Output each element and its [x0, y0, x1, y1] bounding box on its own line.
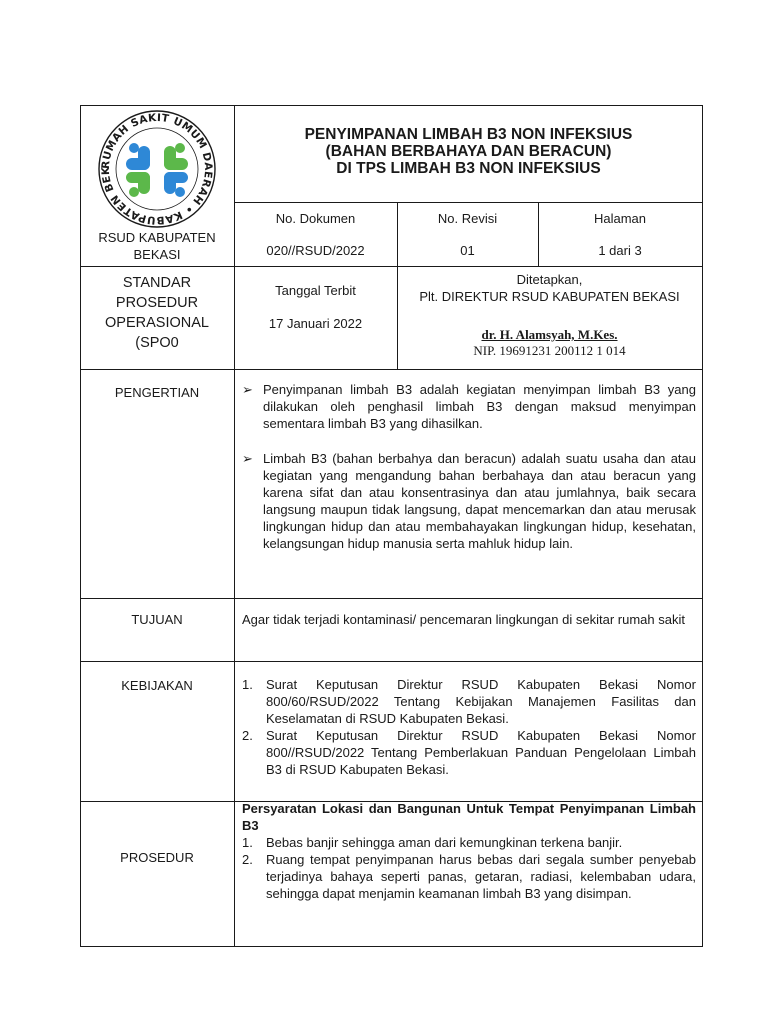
- list-item: [242, 381, 696, 432]
- arrow-bullet-icon: ➢: [242, 451, 253, 466]
- no-revisi-value: 01: [460, 243, 475, 258]
- grid-line: [80, 266, 703, 267]
- tanggal-terbit-value: 17 Januari 2022: [268, 316, 363, 331]
- grid-line: [80, 598, 703, 599]
- halaman-value: 1 dari 3: [598, 243, 642, 258]
- list-item: [242, 676, 696, 727]
- prosedur-item-2: Ruang tempat penyimpanan harus bebas dari segala sumber penyebab terjadinya bahaya seperti panas, getaran, radiasi, kelembaban udara, sehingga dapat menjamin keamanan limbah B3 yang disimpan.: [266, 852, 696, 901]
- pengertian-item-2: Limbah B3 (bahan berbahya dan beracun) adalah suatu usaha dan atau kegiatan yang mengandung bahan berbahaya dan atau beracun yang karena sifat dan atau konsentrasinya dan atau jumlahnya, baik secara langsung maupun tidak langsung, dapat mencemarkan dan atau merusak lingkungan hidup dan atau membahayakan lingkungan hidup, kesehatan, kelangsungan hidup manusia serta mahluk hidup lain.: [263, 451, 696, 551]
- grid-line: [80, 661, 703, 662]
- kebijakan-content: [242, 676, 696, 778]
- list-item: [242, 851, 696, 902]
- jabatan-direktur: Plt. DIREKTUR RSUD KABUPATEN BEKASI: [419, 289, 680, 304]
- svg-text:RUMAH SAKIT UMUM DAERAH • KABU: [93, 110, 214, 226]
- spo-line-2: PROSEDUR: [115, 295, 199, 311]
- ditetapkan-label: Ditetapkan,: [516, 272, 583, 287]
- org-line-1: RSUD KABUPATEN: [98, 230, 216, 245]
- grid-line: [234, 202, 703, 203]
- org-line-2: BEKASI: [133, 247, 181, 262]
- kebijakan-item-2: Surat Keputusan Direktur RSUD Kabupaten Bekasi Nomor 800//RSUD/2022 Tentang Pemberlakuan Panduan Pengelolaan Limbah B3 di RSUD Kabupaten Bekasi.: [266, 728, 696, 777]
- kebijakan-item-1: Surat Keputusan Direktur RSUD Kabupaten Bekasi Nomor 800/60/RSUD/2022 Tentang Kebijakan Manajemen Fasilitas dan Keselamatan di RSUD Kabupaten Bekasi.: [266, 677, 696, 726]
- tujuan-content: Agar tidak terjadi kontaminasi/ pencemaran lingkungan di sekitar rumah sakit: [242, 612, 685, 627]
- section-label-pengertian: PENGERTIAN: [114, 385, 200, 400]
- list-item: [242, 450, 696, 552]
- prosedur-heading: Persyaratan Lokasi dan Bangunan Untuk Tempat Penyimpanan Limbah B3: [242, 801, 696, 833]
- list-number: 2.: [242, 852, 253, 867]
- grid-line: [702, 105, 703, 947]
- no-dokumen-label: No. Dokumen: [275, 211, 356, 226]
- signatory-name: dr. H. Alamsyah, M.Kes.: [481, 327, 618, 342]
- hospital-logo: [93, 110, 221, 228]
- list-number: 1.: [242, 677, 253, 692]
- list-item: [242, 834, 696, 851]
- spo-line-3: OPERASIONAL: [105, 315, 209, 331]
- halaman-label: Halaman: [593, 211, 647, 226]
- section-label-prosedur: PROSEDUR: [120, 850, 194, 865]
- organization-name: [80, 229, 234, 263]
- logo-emblem: [93, 110, 221, 228]
- document-title: [234, 126, 703, 177]
- title-line-2: (BAHAN BERBAHAYA DAN BERACUN): [325, 143, 612, 160]
- title-line-1: PENYIMPANAN LIMBAH B3 NON INFEKSIUS: [304, 126, 633, 143]
- pengertian-content: [242, 381, 696, 552]
- list-number: 1.: [242, 835, 253, 850]
- signatory-nip: NIP. 19691231 200112 1 014: [473, 343, 626, 358]
- section-label-tujuan: TUJUAN: [131, 612, 183, 627]
- arrow-bullet-icon: ➢: [242, 382, 253, 397]
- grid-line: [80, 946, 703, 947]
- no-revisi-label: No. Revisi: [437, 211, 498, 226]
- logo-ring-text: RUMAH SAKIT UMUM DAERAH • KABUPATEN BEK: [99, 111, 215, 227]
- prosedur-item-1: Bebas banjir sehingga aman dari kemungkinan terkena banjir.: [266, 835, 623, 850]
- spo-label: [80, 273, 234, 353]
- spo-line-4: (SPO0: [135, 335, 179, 351]
- grid-line: [234, 105, 235, 947]
- list-item: [242, 727, 696, 778]
- spo-line-1: STANDAR: [122, 275, 192, 291]
- grid-line: [80, 105, 703, 106]
- list-number: 2.: [242, 728, 253, 743]
- pengertian-item-1: Penyimpanan limbah B3 adalah kegiatan menyimpan limbah B3 yang dilakukan oleh penghasil limbah B3 dengan maksud menyimpan sementara limbah B3 yang dihasilkan.: [263, 382, 696, 431]
- tanggal-terbit-label: Tanggal Terbit: [275, 283, 356, 298]
- prosedur-content: [242, 800, 696, 902]
- section-label-kebijakan: KEBIJAKAN: [121, 678, 193, 693]
- grid-line: [80, 369, 703, 370]
- title-line-3: DI TPS LIMBAH B3 NON INFEKSIUS: [336, 160, 601, 177]
- no-dokumen-value: 020//RSUD/2022: [266, 243, 365, 258]
